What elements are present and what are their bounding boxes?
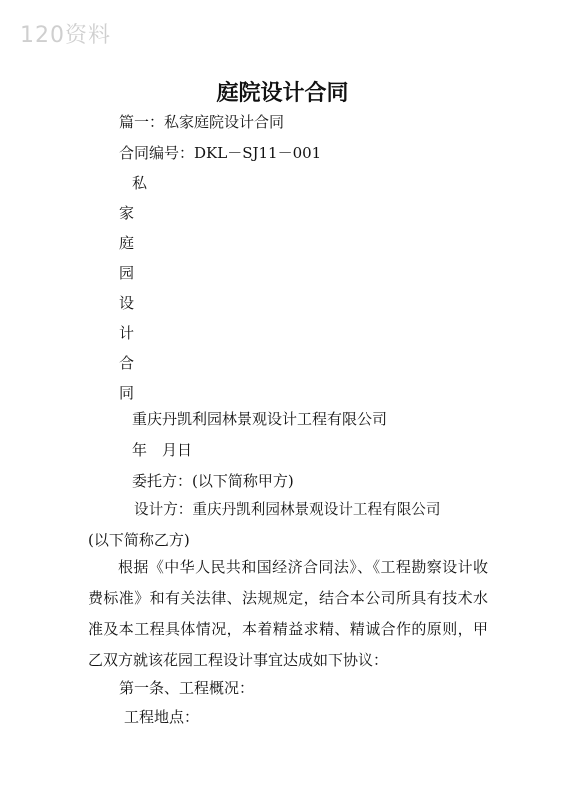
vertical-char: 计 bbox=[119, 324, 135, 342]
vertical-char: 同 bbox=[119, 384, 135, 402]
designer-line-continued: (以下简称乙方) bbox=[88, 531, 190, 549]
subtitle: 篇一：私家庭院设计合同 bbox=[119, 113, 285, 131]
vertical-char: 合 bbox=[119, 354, 135, 372]
vertical-char: 家 bbox=[119, 204, 135, 222]
designer-line: 设计方：重庆丹凯利园林景观设计工程有限公司 bbox=[134, 501, 441, 518]
vertical-char: 庭 bbox=[119, 234, 135, 252]
company-name: 重庆丹凯利园林景观设计工程有限公司 bbox=[132, 410, 388, 428]
intro-paragraph: 根据《中华人民共和国经济合同法》、《工程勘察设计收费标准》和有关法律、法规规定，结合本公司所具有技术水准及本工程具体情况，本着精益求精、精诚合作的原则，甲乙双方就该花园工程设计事宜达成如下协议： bbox=[88, 558, 488, 669]
site-line: 工程地点： bbox=[124, 708, 200, 726]
vertical-char: 园 bbox=[119, 264, 135, 282]
vertical-char: 私 bbox=[132, 174, 148, 192]
contract-number: 合同编号：DKL－SJ11－001 bbox=[119, 144, 322, 162]
vertical-char: 设 bbox=[119, 294, 135, 312]
article-heading: 第一条、工程概况： bbox=[119, 679, 255, 697]
client-line: 委托方：(以下简称甲方) bbox=[132, 472, 294, 490]
watermark-logo: 120资料 bbox=[20, 23, 111, 48]
date-line: 年 月日 bbox=[132, 441, 193, 459]
page-title: 庭院设计合同 bbox=[216, 81, 349, 106]
